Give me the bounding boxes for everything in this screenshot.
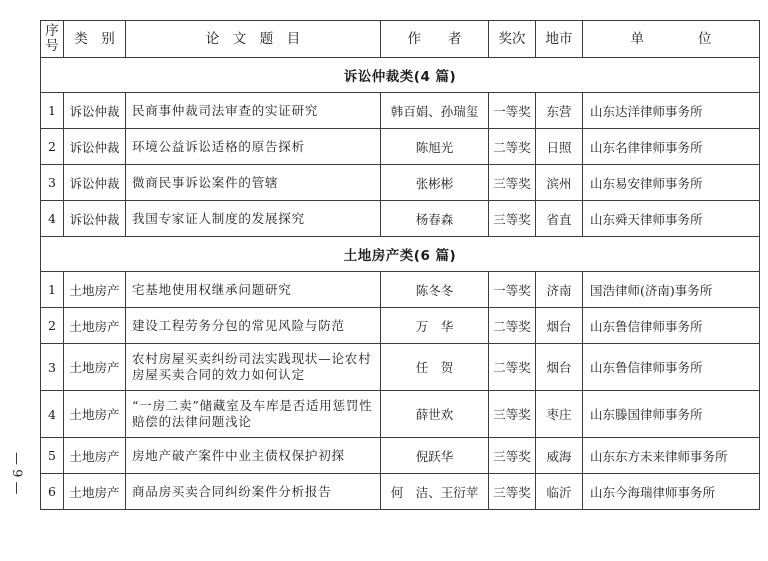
row-title: 农村房屋买卖纠纷司法实践现状—论农村房屋买卖合同的效力如何认定 [126,344,381,391]
row-no: 4 [41,201,64,237]
row-author: 陈冬冬 [381,272,489,308]
table-row [41,129,760,165]
row-no: 1 [41,272,64,308]
table-row [41,474,760,510]
row-author: 薛世欢 [381,391,489,438]
row-unit: 山东今海瑞律师事务所 [583,474,760,510]
row-category: 诉讼仲裁 [64,129,126,165]
row-category: 土地房产 [64,474,126,510]
section-heading-row [41,58,760,93]
section-heading: 诉讼仲裁类(4 篇) [41,58,760,93]
row-no: 3 [41,344,64,391]
header-unit: 单 位 [583,21,760,58]
row-city: 烟台 [536,308,583,344]
row-category: 诉讼仲裁 [64,201,126,237]
row-category: 土地房产 [64,391,126,438]
row-city: 烟台 [536,344,583,391]
row-unit: 山东滕国律师事务所 [583,391,760,438]
row-unit: 山东名律律师事务所 [583,129,760,165]
row-no: 1 [41,93,64,129]
row-category: 土地房产 [64,438,126,474]
row-unit: 山东鲁信律师事务所 [583,308,760,344]
table-row [41,93,760,129]
row-award: 二等奖 [489,344,536,391]
row-city: 威海 [536,438,583,474]
row-title: 商品房买卖合同纠纷案件分析报告 [126,474,381,510]
table-row [41,165,760,201]
header-author: 作 者 [381,21,489,58]
header-title: 论 文 题 目 [126,21,381,58]
row-no: 4 [41,391,64,438]
row-author: 倪跃华 [381,438,489,474]
row-category: 土地房产 [64,344,126,391]
row-no: 6 [41,474,64,510]
row-title: 房地产破产案件中业主债权保护初探 [126,438,381,474]
row-title: 宅基地使用权继承问题研究 [126,272,381,308]
table-row [41,272,760,308]
row-author: 杨春森 [381,201,489,237]
table-row [41,308,760,344]
row-unit: 山东东方未来律师事务所 [583,438,760,474]
row-award: 二等奖 [489,308,536,344]
row-city: 东营 [536,93,583,129]
row-award: 一等奖 [489,272,536,308]
row-title: 建设工程劳务分包的常见风险与防范 [126,308,381,344]
row-award: 二等奖 [489,129,536,165]
row-category: 土地房产 [64,308,126,344]
row-city: 济南 [536,272,583,308]
row-no: 5 [41,438,64,474]
row-title: 微商民事诉讼案件的管辖 [126,165,381,201]
row-no: 2 [41,129,64,165]
row-award: 三等奖 [489,391,536,438]
table-row [41,344,760,391]
row-category: 诉讼仲裁 [64,93,126,129]
row-award: 三等奖 [489,438,536,474]
row-city: 滨州 [536,165,583,201]
row-city: 日照 [536,129,583,165]
row-title: 环境公益诉讼适格的原告探析 [126,129,381,165]
row-award: 三等奖 [489,201,536,237]
header-category: 类 别 [64,21,126,58]
header-city: 地市 [536,21,583,58]
row-unit: 山东易安律师事务所 [583,165,760,201]
row-title: “一房二卖”储藏室及车库是否适用惩罚性赔偿的法律问题浅论 [126,391,381,438]
row-author: 万 华 [381,308,489,344]
row-city: 枣庄 [536,391,583,438]
row-no: 3 [41,165,64,201]
row-author: 韩百娟、孙瑞玺 [381,93,489,129]
section-heading: 土地房产类(6 篇) [41,237,760,272]
table-row [41,201,760,237]
row-title: 民商事仲裁司法审查的实证研究 [126,93,381,129]
row-award: 三等奖 [489,165,536,201]
row-unit: 山东达洋律师事务所 [583,93,760,129]
table-row [41,438,760,474]
row-unit: 山东舜天律师事务所 [583,201,760,237]
row-author: 何 洁、王衍苹 [381,474,489,510]
page-number: — 9 — [9,452,24,495]
awards-table [40,20,760,510]
row-category: 诉讼仲裁 [64,165,126,201]
section-heading-row [41,237,760,272]
row-award: 一等奖 [489,93,536,129]
row-unit: 山东鲁信律师事务所 [583,344,760,391]
row-unit: 国浩律师(济南)事务所 [583,272,760,308]
table-row [41,391,760,438]
row-author: 陈旭光 [381,129,489,165]
row-author: 任 贺 [381,344,489,391]
row-no: 2 [41,308,64,344]
header-award: 奖次 [489,21,536,58]
row-city: 临沂 [536,474,583,510]
row-author: 张彬彬 [381,165,489,201]
row-category: 土地房产 [64,272,126,308]
row-award: 三等奖 [489,474,536,510]
row-title: 我国专家证人制度的发展探究 [126,201,381,237]
header-row [41,21,760,58]
row-city: 省直 [536,201,583,237]
header-no: 序号 [41,21,64,58]
